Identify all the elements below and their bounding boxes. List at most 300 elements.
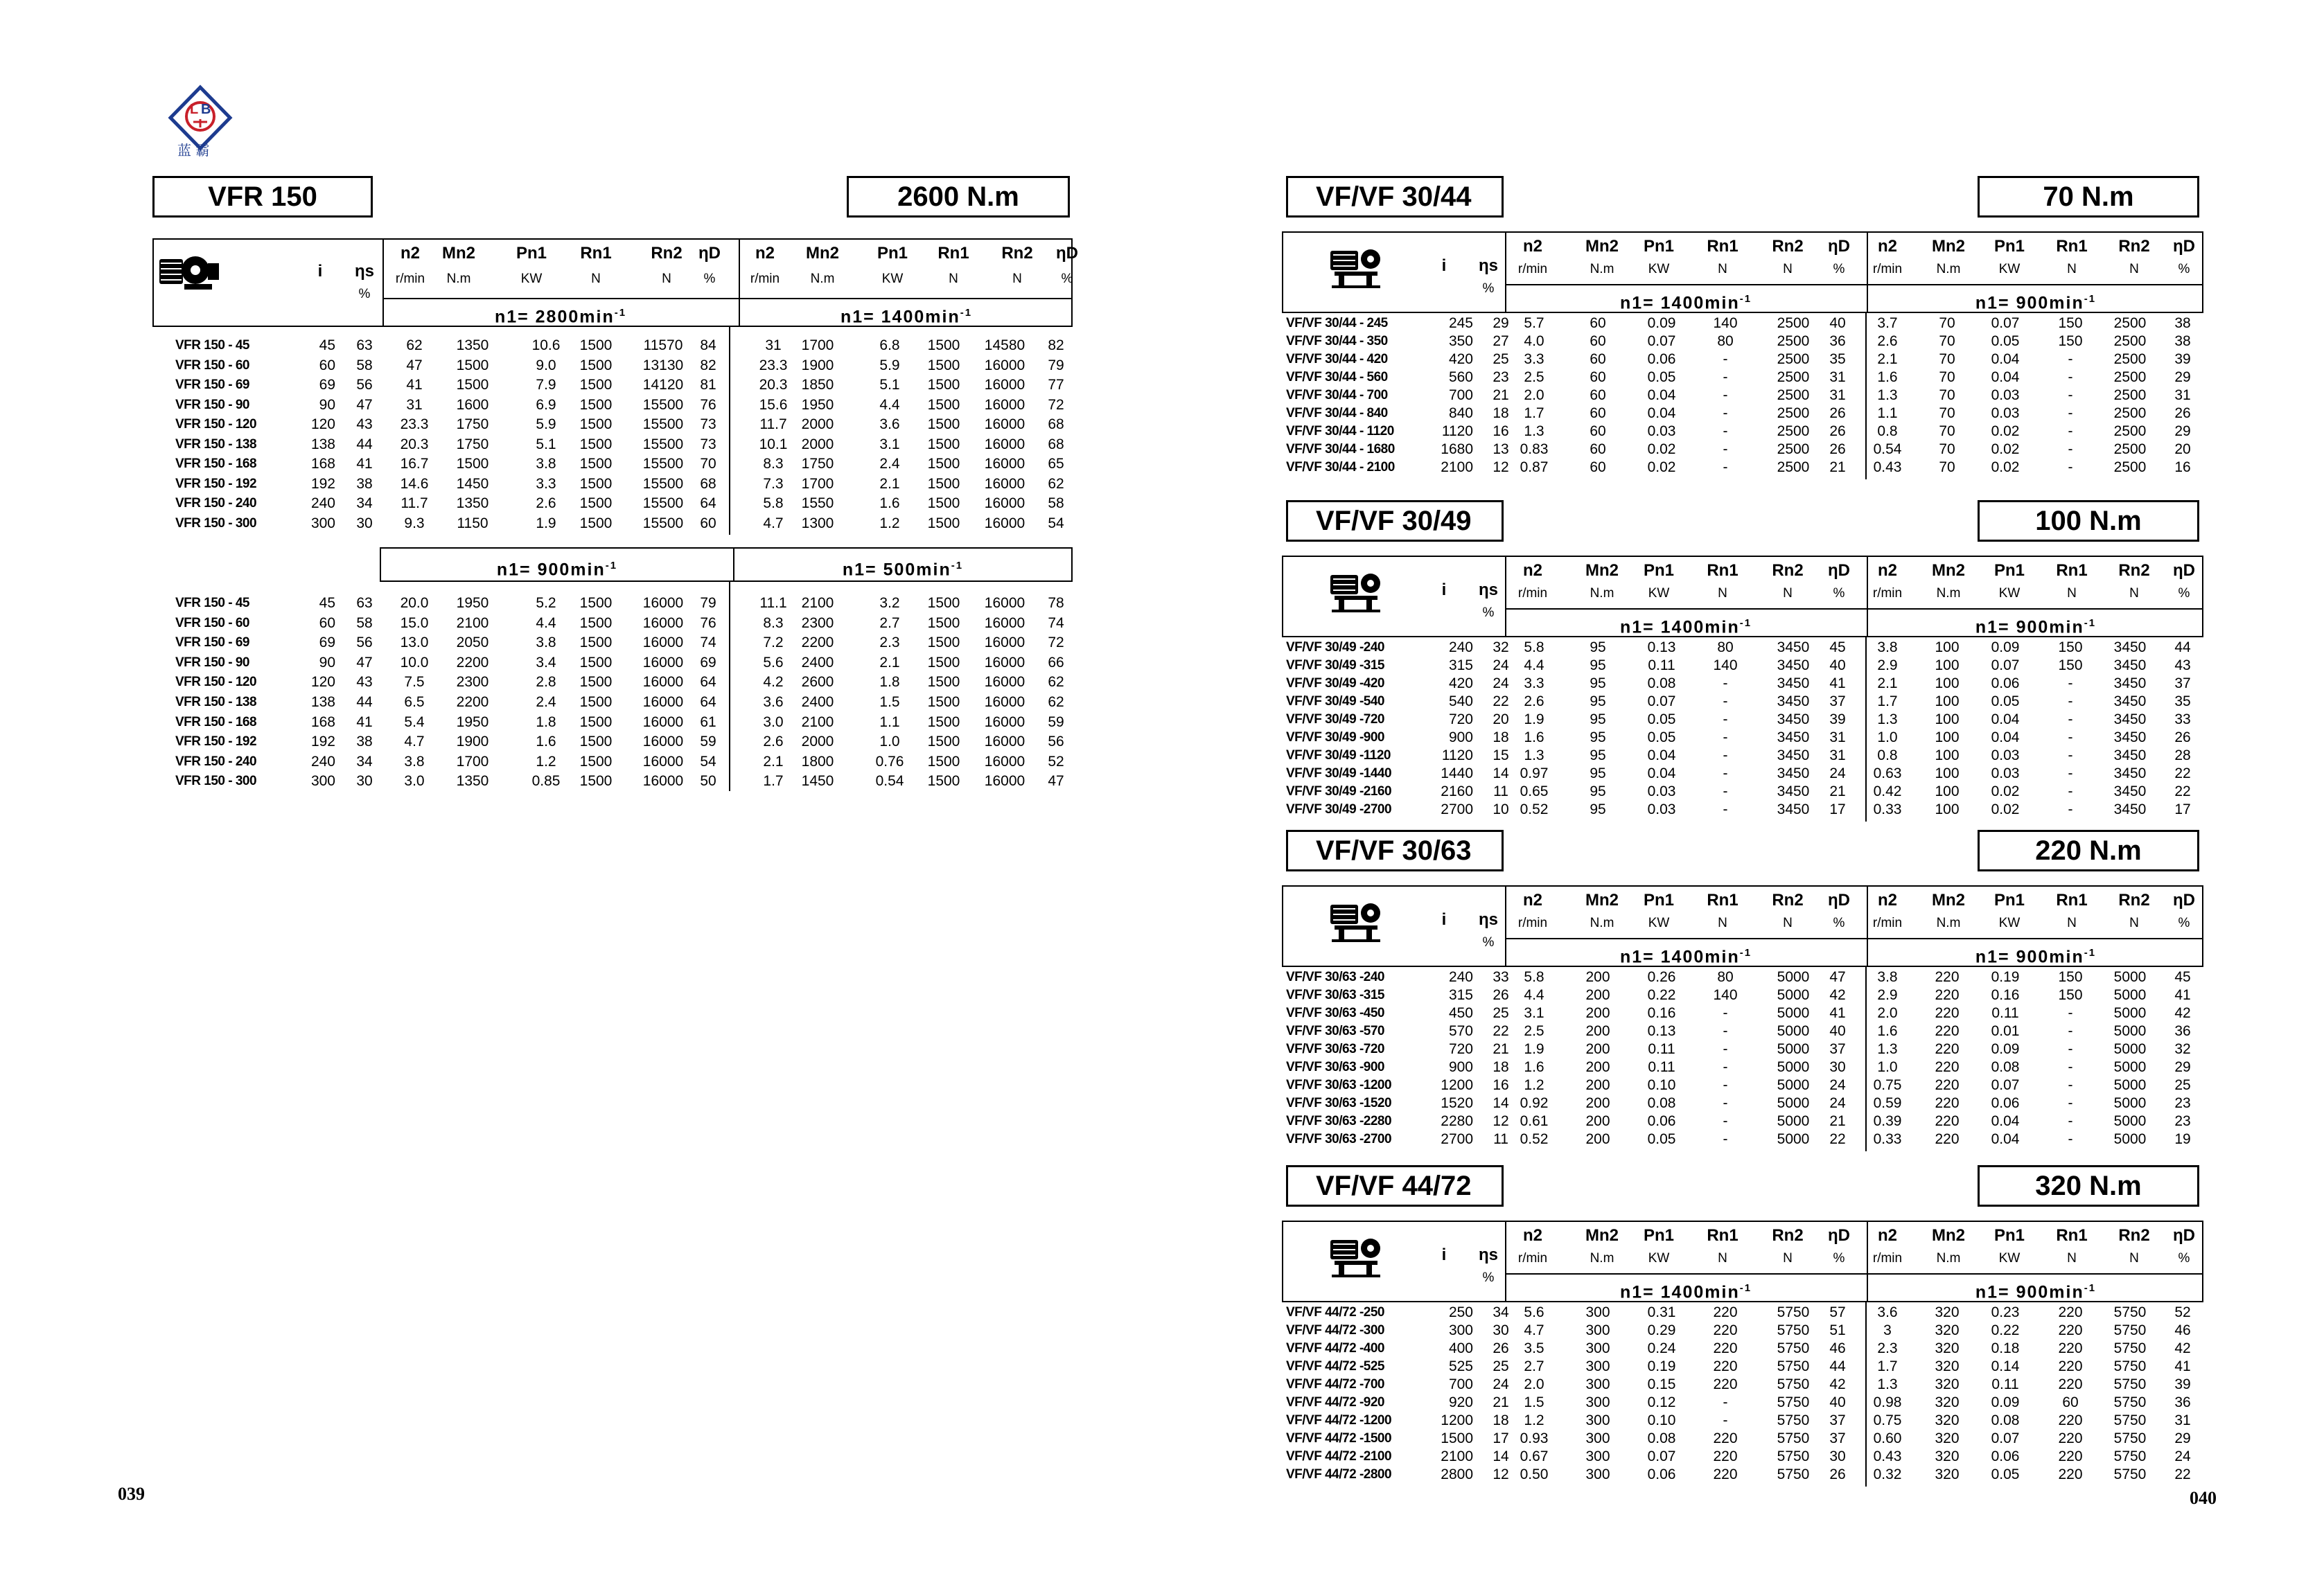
value-cell: 1500 [927,734,960,750]
column-eta-s-unit: % [358,287,371,301]
model-cell: VFR 150 - 168 [175,456,257,471]
column-unit-rn1: N [1718,586,1727,601]
value-cell: 3450 [1777,711,1810,727]
ratio-cell: 420 [1448,675,1473,691]
value-cell: 3450 [1777,657,1810,673]
value-cell: 2.1 [1877,351,1898,367]
column-header-n2: n2 [755,244,775,263]
value-cell: 12 [1493,1466,1509,1482]
value-cell: 29 [2174,1059,2191,1075]
value-cell: 1.3 [1524,423,1544,439]
value-cell: 5000 [2113,1113,2147,1129]
value-cell: 0.85 [531,773,561,790]
value-cell: 62 [1048,674,1064,691]
section-title: VF/VF 30/63 [1286,830,1504,871]
value-cell: 1.0 [1877,729,1898,745]
value-cell: - [1723,1005,1728,1021]
speed-label: $n1= 900\min^{-1}$ [1975,293,2097,313]
value-cell: 31 [2174,387,2191,403]
value-cell: 0.12 [1647,1394,1676,1410]
value-cell: 60 [1590,387,1606,403]
value-cell: 2050 [456,635,489,651]
value-cell: 41 [406,377,423,393]
value-cell: 16000 [984,734,1025,750]
value-cell: 0.87 [1520,459,1549,475]
ratio-cell: 720 [1448,711,1473,727]
value-cell: 220 [2058,1466,2083,1482]
value-cell: - [1723,1412,1728,1428]
value-cell: 13 [1493,441,1509,457]
table-row [0,594,1081,612]
value-cell: 1750 [801,456,834,472]
value-cell: 95 [1590,693,1606,709]
column-unit-mn2: N.m [1936,262,1961,276]
value-cell: 60 [1590,333,1606,349]
value-cell: 2500 [2113,423,2147,439]
value-cell: 60 [2062,1394,2079,1410]
value-cell: 220 [1935,969,1960,985]
value-cell: 43 [356,416,373,432]
ratio-cell: 1200 [1441,1077,1473,1093]
value-cell: 31 [2174,1412,2191,1428]
value-cell: 15 [1493,747,1509,763]
value-cell: 16000 [984,674,1025,691]
value-cell: 5000 [1777,1131,1810,1147]
table-row [0,333,2217,351]
value-cell: 150 [2058,333,2083,349]
column-unit-mn2: N.m [1590,1251,1614,1266]
table-row [0,495,1081,513]
value-cell: 3.2 [879,595,900,611]
table-row [0,475,1081,493]
value-cell: 2.7 [879,614,900,631]
value-cell: 39 [2174,351,2191,367]
value-cell: 47 [1048,773,1064,790]
value-cell: 46 [2174,1322,2191,1338]
value-cell: 16000 [642,753,684,770]
ratio-cell: 300 [310,773,335,790]
value-cell: 95 [1590,801,1606,817]
column-unit-rn2: N [2129,1251,2139,1266]
value-cell: 18 [1493,405,1509,421]
value-cell: 64 [700,495,716,511]
value-cell: 0.15 [1647,1376,1676,1392]
value-cell: 0.03 [1647,801,1676,817]
value-cell: 220 [1935,1005,1960,1021]
table-row [0,423,2217,441]
value-cell: 39 [1829,711,1846,727]
value-cell: 23.3 [400,416,429,432]
value-cell: 10.6 [531,337,561,353]
ratio-cell: 240 [1448,969,1473,985]
model-cell: VF/VF 44/72 -400 [1286,1341,1384,1356]
model-cell: VF/VF 30/49 -2160 [1286,784,1392,799]
table-row [0,729,2217,747]
table-row [0,1430,2217,1448]
value-cell: 25 [2174,1077,2191,1093]
value-cell: 44 [1829,1358,1846,1374]
value-cell: 2.0 [1524,1376,1544,1392]
section-title: VF/VF 44/72 [1286,1165,1504,1207]
value-cell: 5750 [1777,1412,1810,1428]
value-cell: 0.06 [1647,1466,1676,1482]
value-cell: 1500 [579,416,613,432]
column-header-eta_d: ηD [698,244,721,263]
column-i: i [1441,580,1447,599]
value-cell: 0.05 [1991,333,2020,349]
value-cell: 1.3 [1877,1376,1898,1392]
value-cell: 1.2 [1524,1077,1544,1093]
model-cell: VF/VF 30/63 -900 [1286,1060,1384,1074]
value-cell: 1500 [579,337,613,353]
value-cell: 0.03 [1991,387,2020,403]
value-cell: 30 [1829,1448,1846,1464]
value-cell: 5750 [1777,1358,1810,1374]
value-cell: - [2068,1041,2073,1057]
value-cell: 0.75 [1873,1412,1902,1428]
table-row [0,675,2217,693]
value-cell: 37 [1829,1412,1846,1428]
value-cell: 3450 [2113,729,2147,745]
value-cell: 37 [1829,1041,1846,1057]
table-row [0,1040,2217,1058]
value-cell: 0.75 [1873,1077,1902,1093]
value-cell: 0.04 [1991,711,2020,727]
table-row [0,783,2217,801]
value-cell: 1500 [927,674,960,691]
value-cell: 60 [1590,459,1606,475]
table-row [0,1022,2217,1040]
table-row [0,1322,2217,1340]
value-cell: 0.19 [1647,1358,1676,1374]
value-cell: 52 [1048,753,1064,770]
value-cell: 40 [1829,315,1846,331]
value-cell: 2500 [1777,369,1810,385]
value-cell: 0.50 [1520,1466,1549,1482]
value-cell: 19 [2174,1131,2191,1147]
value-cell: 28 [2174,747,2191,763]
value-cell: 3450 [1777,747,1810,763]
value-cell: 1.6 [1877,369,1898,385]
value-cell: 0.13 [1647,639,1676,655]
value-cell: 220 [2058,1358,2083,1374]
value-cell: 1150 [457,515,488,531]
model-cell: VFR 150 - 168 [175,714,257,729]
value-cell: 16000 [984,614,1025,631]
value-cell: - [2068,711,2073,727]
value-cell: 38 [356,734,373,750]
value-cell: 15.6 [759,396,788,413]
ratio-cell: 2700 [1441,1131,1473,1147]
value-cell: 1500 [579,357,613,373]
value-cell: 1500 [927,635,960,651]
value-cell: 200 [1585,1023,1610,1039]
table-row [0,747,2217,765]
value-cell: 0.22 [1991,1322,2020,1338]
value-cell: 26 [1829,441,1846,457]
value-cell: 33 [1493,969,1509,985]
value-cell: 5000 [2113,1095,2147,1111]
value-cell: 35 [2174,693,2191,709]
value-cell: 3.0 [404,773,425,790]
value-cell: 2100 [456,614,489,631]
ratio-cell: 300 [1448,1322,1473,1338]
value-cell: 5750 [1777,1430,1810,1446]
value-cell: 21 [1493,1041,1509,1057]
value-cell: 29 [1493,315,1509,331]
value-cell: 3.6 [763,694,784,710]
value-cell: 1500 [579,456,613,472]
value-cell: 2500 [1777,315,1810,331]
value-cell: 0.06 [1991,675,2020,691]
value-cell: 3.1 [1524,1005,1544,1021]
model-cell: VFR 150 - 300 [175,774,257,789]
value-cell: 0.02 [1991,801,2020,817]
value-cell: 0.10 [1647,1412,1676,1428]
value-cell: 0.07 [1647,693,1676,709]
value-cell: 60 [700,515,716,531]
value-cell: 1500 [579,674,613,691]
model-cell: VFR 150 - 240 [175,754,257,769]
value-cell: 10 [1493,801,1509,817]
value-cell: 5000 [1777,1077,1810,1093]
column-eta-s: ηs [1478,910,1498,929]
torque-box: 70 N.m [1978,176,2199,218]
value-cell: - [1723,765,1728,781]
value-cell: 220 [2058,1322,2083,1338]
value-cell: 25 [1493,1005,1509,1021]
value-cell: 47 [356,396,373,413]
value-cell: - [1723,747,1728,763]
value-cell: 1.9 [1524,711,1544,727]
ratio-cell: 2100 [1441,1448,1473,1464]
column-header-pn1: Pn1 [877,244,908,263]
value-cell: 70 [1939,315,1955,331]
value-cell: 1.7 [1877,693,1898,709]
ratio-cell: 240 [310,753,335,770]
value-cell: 15500 [642,396,684,413]
value-cell: 2200 [801,635,834,651]
value-cell: 1.6 [536,734,556,750]
value-cell: 0.33 [1873,801,1902,817]
column-unit-rn2: N [2129,916,2139,930]
value-cell: 40 [1829,657,1846,673]
value-cell: 1900 [456,734,489,750]
value-cell: 2.4 [879,456,900,472]
table-row [0,369,2217,387]
value-cell: 0.32 [1873,1466,1902,1482]
model-cell: VFR 150 - 120 [175,675,257,690]
value-cell: 9.0 [536,357,556,373]
ratio-cell: 350 [1448,333,1473,349]
column-eta-s-unit: % [1482,935,1495,950]
speed-label: $n1= 500\min^{-1}$ [842,560,964,580]
value-cell: 24 [1829,1095,1846,1111]
value-cell: 5000 [1777,1095,1810,1111]
value-cell: 4.4 [1524,657,1544,673]
value-cell: 1.9 [536,515,556,531]
page-number-left: 039 [118,1484,145,1504]
column-eta-s: ηs [354,262,374,281]
table-row [0,1058,2217,1076]
value-cell: 16000 [984,595,1025,611]
value-cell: - [1723,1131,1728,1147]
value-cell: 1950 [456,713,489,730]
value-cell: 7.2 [763,635,784,651]
value-cell: 0.08 [1647,1430,1676,1446]
value-cell: 150 [2058,987,2083,1003]
ratio-cell: 450 [1448,1005,1473,1021]
value-cell: 73 [700,416,716,432]
value-cell: - [2068,783,2073,799]
model-cell: VF/VF 30/44 - 1680 [1286,442,1395,456]
model-cell: VFR 150 - 300 [175,515,257,531]
value-cell: 31 [406,396,423,413]
value-cell: 21 [1493,387,1509,403]
value-cell: 0.42 [1873,783,1902,799]
value-cell: 1500 [579,396,613,413]
value-cell: 36 [2174,1394,2191,1410]
value-cell: 0.26 [1647,969,1676,985]
model-cell: VF/VF 30/49 -420 [1286,676,1384,691]
column-eta-s-unit: % [1482,281,1495,296]
value-cell: 79 [1048,357,1064,373]
column-header-n2: n2 [1877,237,1897,256]
ratio-cell: 1520 [1441,1095,1473,1111]
value-cell: 16000 [984,694,1025,710]
value-cell: 58 [356,614,373,631]
value-cell: 220 [1713,1340,1738,1356]
section-title: VF/VF 30/44 [1286,176,1504,218]
value-cell: 57 [1829,1304,1846,1320]
column-unit-mn2: N.m [1590,262,1614,276]
value-cell: 4.7 [763,515,784,531]
value-cell: 300 [1585,1376,1610,1392]
value-cell: 14.6 [400,475,429,492]
value-cell: 1.6 [879,495,900,511]
model-cell: VFR 150 - 69 [175,378,249,392]
column-header-rn2: Rn2 [1001,244,1033,263]
value-cell: 0.19 [1991,969,2020,985]
value-cell: 41 [2174,1358,2191,1374]
value-cell: - [1723,801,1728,817]
model-cell: VFR 150 - 45 [175,338,249,353]
value-cell: 0.13 [1647,1023,1676,1039]
table-row [0,351,2217,369]
column-i: i [317,262,323,281]
column-eta-s: ηs [1478,1245,1498,1264]
value-cell: 2500 [1777,333,1810,349]
value-cell: 1500 [927,753,960,770]
value-cell: 0.05 [1991,693,2020,709]
model-cell: VFR 150 - 60 [175,615,249,630]
value-cell: 33 [2174,711,2191,727]
value-cell: 320 [1935,1358,1960,1374]
value-cell: 1950 [456,595,489,611]
ratio-cell: 900 [1448,1059,1473,1075]
value-cell: 95 [1590,711,1606,727]
column-unit-rn2: N [1783,586,1793,601]
model-cell: VFR 150 - 240 [175,496,257,511]
value-cell: 320 [1935,1466,1960,1482]
model-cell: VF/VF 44/72 -1200 [1286,1413,1392,1428]
value-cell: 62 [1048,475,1064,492]
value-cell: 1500 [927,456,960,472]
ratio-cell: 120 [310,416,335,432]
model-cell: VF/VF 30/63 -315 [1286,988,1384,1002]
column-header-mn2: Mn2 [1932,237,1965,256]
value-cell: 200 [1585,1077,1610,1093]
model-cell: VF/VF 30/63 -2280 [1286,1114,1392,1128]
value-cell: 0.67 [1520,1448,1549,1464]
value-cell: 5.6 [763,654,784,671]
value-cell: 63 [356,337,373,353]
value-cell: 0.92 [1520,1095,1549,1111]
value-cell: 320 [1935,1430,1960,1446]
column-header-rn2: Rn2 [651,244,683,263]
value-cell: 300 [1585,1340,1610,1356]
value-cell: 41 [1829,1005,1846,1021]
value-cell: 220 [1935,1023,1960,1039]
value-cell: 18 [1493,1412,1509,1428]
value-cell: 5000 [1777,1023,1810,1039]
gear-motor-icon [1325,1234,1391,1282]
value-cell: 1500 [579,635,613,651]
column-header-pn1: Pn1 [1643,891,1674,910]
table-row [0,1004,2217,1022]
value-cell: 1.2 [1524,1412,1544,1428]
value-cell: 0.11 [1648,1041,1675,1057]
value-cell: 21 [1493,1394,1509,1410]
value-cell: 0.07 [1991,315,2020,331]
column-unit-pn1: KW [1648,916,1670,930]
value-cell: 1500 [579,614,613,631]
value-cell: - [1723,423,1728,439]
table-header [152,238,1078,327]
value-cell: 1.6 [1877,1023,1898,1039]
column-unit-rn1: N [1718,1251,1727,1266]
model-cell: VF/VF 44/72 -1500 [1286,1431,1392,1446]
value-cell: 16000 [984,456,1025,472]
ratio-cell: 1120 [1441,423,1473,439]
value-cell: 100 [1935,729,1960,745]
column-unit-n2: r/min [1872,262,1903,276]
speed-label: $n1= 900\min^{-1}$ [1975,617,2097,637]
model-cell: VF/VF 30/44 - 700 [1286,388,1388,402]
value-cell: 3.3 [536,475,556,492]
value-cell: 0.02 [1991,783,2020,799]
value-cell: 15500 [642,475,684,492]
value-cell: 0.31 [1647,1304,1676,1320]
value-cell: - [2068,1059,2073,1075]
ratio-cell: 168 [310,456,335,472]
value-cell: 63 [356,595,373,611]
ratio-cell: 570 [1448,1023,1473,1039]
value-cell: 2500 [1777,423,1810,439]
value-cell: 16000 [642,635,684,651]
value-cell: 100 [1935,765,1960,781]
value-cell: 4.7 [1524,1322,1544,1338]
value-cell: 0.06 [1647,1113,1676,1129]
column-header-eta_d: ηD [1828,1226,1850,1245]
value-cell: 1500 [579,654,613,671]
model-cell: VF/VF 30/63 -720 [1286,1042,1384,1056]
value-cell: 0.33 [1873,1131,1902,1147]
value-cell: 1500 [927,337,960,353]
value-cell: 0.08 [1991,1412,2020,1428]
value-cell: - [1723,1394,1728,1410]
value-cell: 0.93 [1520,1430,1549,1446]
